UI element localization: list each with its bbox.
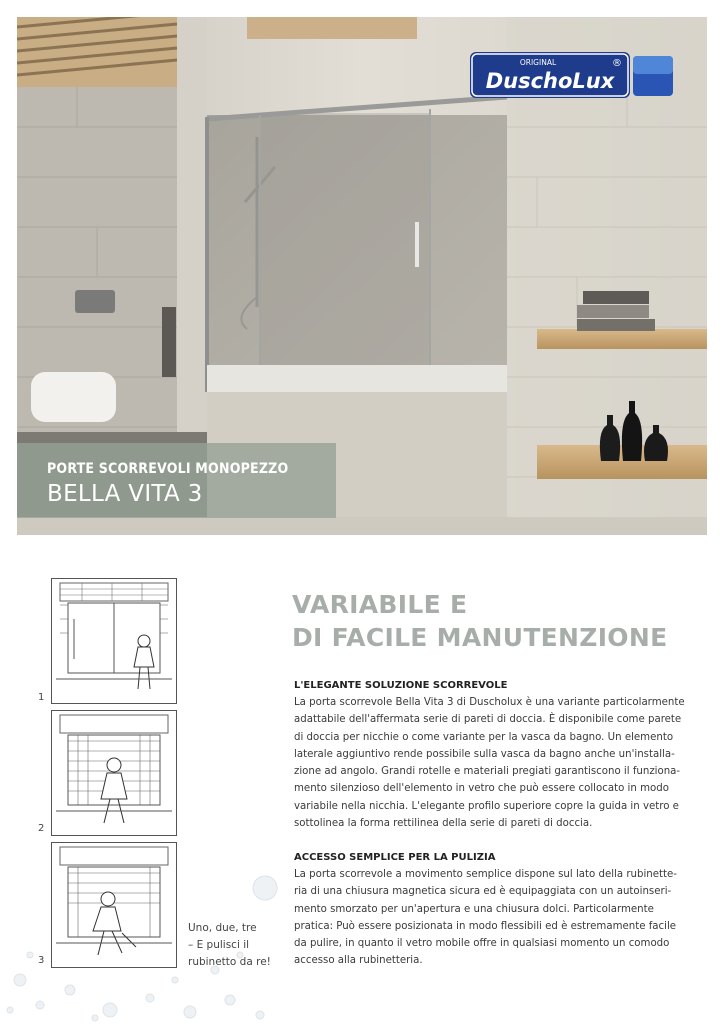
body-line: accesso alla rubinetteria. xyxy=(294,955,423,967)
duscholux-logo-graphic xyxy=(470,52,675,98)
body-line: da pulire, in quanto il vetro mobile offre in qualsiasi momento un comodo xyxy=(294,938,670,950)
section-title-easy-cleaning: ACCESSO SEMPLICE PER LA PULIZIA xyxy=(294,852,496,863)
body-line: mento smorzato per un'apertura e una chiusura dolci. Particolarmente xyxy=(294,903,654,915)
heading-line-2: DI FACILE MANUTENZIONE xyxy=(292,623,668,652)
illustration-number-2: 2 xyxy=(38,823,45,834)
caption-line: Uno, due, tre xyxy=(188,922,257,934)
caption-line: – E pulisci il xyxy=(188,939,250,951)
cleaning-illustration-1 xyxy=(51,578,177,704)
body-line: ria di una chiusura magnetica sicura ed è equipaggiata con un autoinseri- xyxy=(294,886,672,898)
cleaning-illustration-3 xyxy=(51,842,177,968)
product-subtitle: PORTE SCORREVOLI MONOPEZZO xyxy=(47,461,289,477)
body-line: adattabile dell'affermata serie di pareti di doccia. È disponibile come parete xyxy=(294,714,682,726)
logo-registered-mark: ® xyxy=(612,58,622,69)
section-body-easy-cleaning xyxy=(294,866,677,970)
body-line: laterale aggiuntivo rende possibile sulla vasca da bagno anche un'installa- xyxy=(294,748,675,760)
body-line: variabile nella nicchia. L'elegante profilo superiore copre la guida in vetro e xyxy=(294,800,679,812)
product-title: BELLA VITA 3 xyxy=(47,481,203,507)
section-title-sliding-solution: L'ELEGANTE SOLUZIONE SCORREVOLE xyxy=(294,680,508,691)
body-line: pratica: Può essere posizionata in modo flessibili ed è estremamente facile xyxy=(294,920,677,932)
body-line: di doccia per nicchie o come variante per la vasca da bagno. Un elemento xyxy=(294,731,674,743)
duscholux-logo xyxy=(470,52,675,98)
cleaning-illustration-2 xyxy=(51,710,177,836)
product-title-box xyxy=(17,443,336,518)
section-body-sliding-solution xyxy=(294,694,685,832)
caption-line: rubinetto da re! xyxy=(188,956,271,968)
illustration-number-1: 1 xyxy=(38,692,45,703)
body-line: zione ad angolo. Grandi rotelle e materiali pregiati garantiscono il funziona- xyxy=(294,766,681,778)
illustration-caption xyxy=(188,920,278,971)
logo-brand-name: DuschoLux xyxy=(485,69,615,93)
heading-line-1: VARIABILE E xyxy=(292,590,468,619)
body-line: La porta scorrevole a movimento semplice dispone sul lato della rubinette- xyxy=(294,869,677,880)
logo-original-text: ORIGINAL xyxy=(519,58,557,67)
section-heading xyxy=(292,588,667,654)
illustration-number-3: 3 xyxy=(38,955,45,966)
body-line: sottolinea la forma rettilinea della serie di pareti di doccia. xyxy=(294,818,593,830)
body-line: La porta scorrevole Bella Vita 3 di Duscholux è una variante particolarmente xyxy=(294,697,685,708)
body-line: mento silenzioso dell'elemento in vetro che può essere collocato in modo xyxy=(294,783,669,795)
